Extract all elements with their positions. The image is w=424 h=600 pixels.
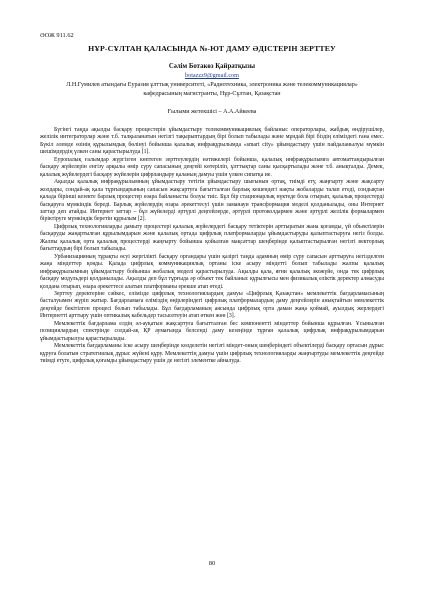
body-paragraph: Цифрлық технологияларды дамыту процестері қалалық жүйелердегі басқару тетіктерін арттыратын жана қоғамды, үй объектілерін басқаруды жаңартылған құрылымдарын және қалалық ортада цифрлық платформаларды ұйымдастыруды қалыптастыруға негіз болды. Жалпы қалалық орта қалалық процестерді жаңғырту бойынша қойылған мақсаттар шеңберінде қалыптастырылған негізгі векторлық бағыттардың бірі болып табылады. <box>40 223 384 253</box>
body-paragraph: Ақылды қалалық инфрақұрылымның ұйымдастыру тетігін ұйымдастыру шығынын ортақ, тиімді ету, жаңғырту және жақсарту жолдары, сондай-ақ қала тұрғындарының сапасын жақсартуға бағытталған барлық кешендегі нақты жобаларды талап етеді, сондықтан қалада бірінші кезекте барлық процестер өзара байланысты болуы тиіс. Бұл бір стационарлық нүктеде бола отырып, қалалық процестерді басқаруға мүмкіндік береді. Барлық жүйелердің өзара әрекеттесуі үшін заманауи трансформация моделі қолданылады, оны Интернет заттар деп атайды. Интернет заттар – бұл жүйелерді әртүрлі деңгейлерде, әртүрлі протоколдармен және әртүрлі желілік формалармен біріктіруге мүмкіндік беретін құрылым [2]. <box>40 179 384 223</box>
body-paragraph: Урбанизацияның тұрақты өсуі жергілікті басқару органдары үшін қазіргі таңда адамның өмір сүру сапасын арттыруға негізделген жаңа міндеттер қояды. Қалада цифрлық коммуникациялық ортаны іске асыру міндетті болып табылады жалпы қалалық инфрақұрылымның ұйымдастыру бойынша жобалық моделі қарастырылуда. Ақылды қала, яғни қалалық экожүйе, онда тек цифрлық басқару модульдері қолданылады. Ақылды деп бұл тұрғыда әр объект тек байланыс құрылғысы мен физикалық еліктік деректер алмасуды қолдана отырып, өзара әрекеттесе алатын платформаны ерекше атап өтеді. <box>40 253 384 290</box>
author-email-link[interactable]: botazzz9@gmail.com <box>185 72 239 79</box>
page-number: 80 <box>208 560 216 567</box>
body-paragraph: Еуропалық ғалымдар жүргізген көптеген зерттеулердің нәтижелері бойынша, қалалық инфрақұрылымға автоматтандырылған басқару жүйелерін енгізу арқылы өмір сүру сапасының деңгейі көтеріліп, ұлттықтар саны қысқартылады және т.б. анықталды. Демек, қалалық жүйелердегі басқару жүйелерін цифрландыру қаланың дамуы үшін үлкен сипатқа ие. <box>40 156 384 178</box>
paper-body <box>40 127 384 366</box>
scientific-supervisor: Ғылыми жетекшісі – А.А.Айкеева <box>167 109 257 115</box>
body-paragraph: Мемлекеттік бағдарламаны іске асыру шеңберінде көзделетін негізгі міндет-оның шеңберіндегі объектілерді басқару ортасын дұрыс құруға болатын стратегиялық дұрыс жүйені құру. Мемлекеттің дамуы үшін цифрлық технологияларды жаңғыртуды мемлекеттік деңгейде тиімді етуге, цифрлық қоғамды ұйымдастыру үшін де негізгі элементке айналуда. <box>40 343 384 365</box>
author-affiliation: Л.Н.Гумилев атындағы Еуразия ұлттық университеті, «Радиотехника, электроника және телекоммуникациялар» кафедрасының магистранты, Нұр-Сұлтан, Қазақстан <box>66 82 358 97</box>
body-paragraph: Мемлекеттік бағдарлама елдің әл-ауқатын жақсартуға бағытталған бес компонентті міндеттер бойынша құрылған. Ұсынылған позициялардың спектрінде солдай-ақ ҚР аумағында белсенді даму кезеңінде тұрған қалалық цифрлық инфрақұрылымдарын ұйымдастырылуы қарастырылады. <box>40 320 384 342</box>
author-name: Сәлім Ботакөз Қайратқызы <box>168 63 256 70</box>
body-paragraph: Бүгінгі таңда ақылды басқару процестерін ұйымдастыру телекоммуникациялық байланыс операторлары, жабдық өндірушілер, желілік интеграторлар және т.б. талқыланатын негізгі тақырыптардың бірі болып табылады және мұндай бірі біздің еліміздегі ғана емес. Бүкіл әлемде өзінің құрылымдық бөлінуі бойынша қалалық инфрақұрылымда «smart city» ұйымдастыру үшін пайдаланылуы мүмкін шешімдердің үлкен саны қарастырылуда [1]. <box>40 127 384 156</box>
body-paragraph: Зерттеу деректеріне сәйкес, елімізде цифрлық технологиялардың дамуы «Цифрлық Қазақстан» мемлекеттік бағдарламасының басталуымен жүріп жатыр. Бағдарламаға еліміздің өңірлеріндегі цифрлық платформалардың даму деңгейлерін анықтайтын мемлекеттік деңгейде бекітілген процесі болып табылады. Бұл бағдарламаның аясында цифрлық орта даман жаңа қоймай, ауылдық жерлердегі Интернетті арттыру үшін оптикалық кабельдер тасыолтеуін атап өткен жөн [3]. <box>40 290 384 320</box>
udk-code: ӘОЖ 911.62 <box>40 32 74 39</box>
paper-title: НҰР-СҰЛТАН ҚАЛАСЫНДА №-ЮТ ДАМУ ӘДІСТЕРІН ЗЕРТТЕУ <box>88 44 336 53</box>
